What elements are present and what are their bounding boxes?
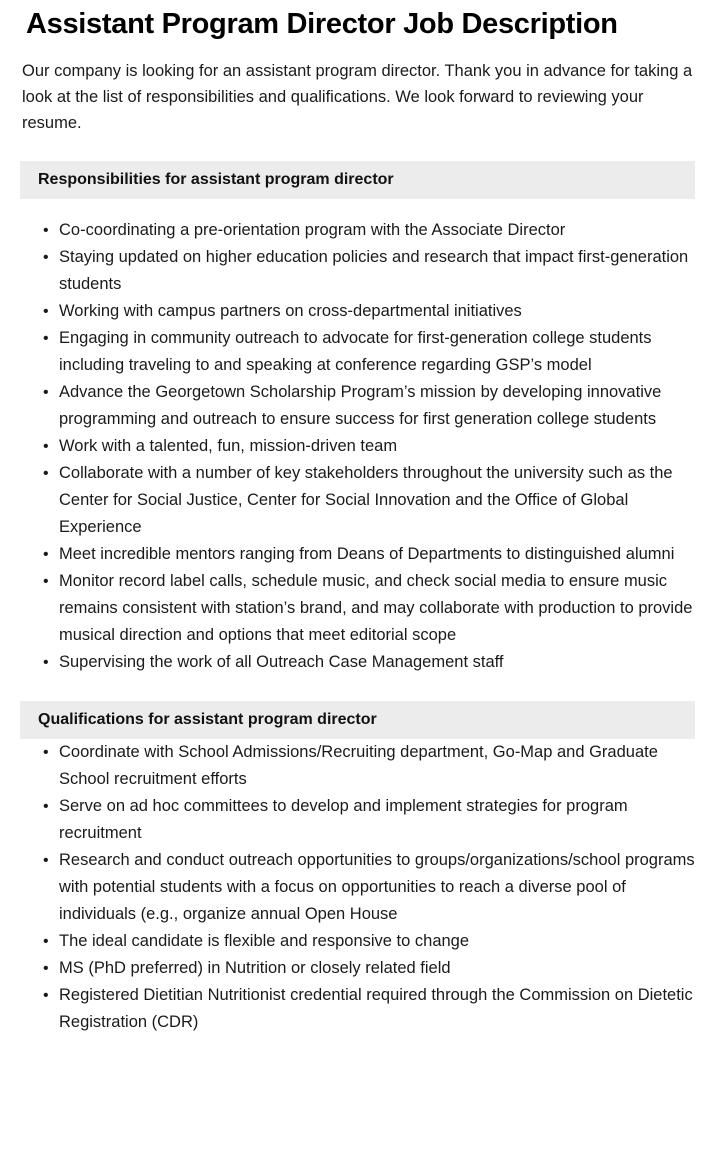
bullet-icon: • xyxy=(43,438,49,455)
section-heading: Responsibilities for assistant program director xyxy=(20,161,695,199)
list-item xyxy=(0,955,720,982)
list-item-text: Work with a talented, fun, mission-driven team xyxy=(59,437,398,455)
list-item xyxy=(0,244,720,298)
list-item xyxy=(0,460,720,541)
list-item-text: Working with campus partners on cross-departmental initiatives xyxy=(59,302,522,320)
intro-paragraph: Our company is looking for an assistant program director. Thank you in advance for taking a look at the list of responsibilities and qualifications. We look forward to reviewing your resume. xyxy=(22,62,693,132)
bullet-icon: • xyxy=(43,933,49,950)
list-item-text: Supervising the work of all Outreach Case Management staff xyxy=(59,653,504,671)
page-title: Assistant Program Director Job Description xyxy=(26,8,618,40)
list-item-text: Staying updated on higher education policies and research that impact first-generation students xyxy=(59,248,689,293)
bullet-icon: • xyxy=(43,330,49,347)
bullet-icon: • xyxy=(43,798,49,815)
list-item-text: MS (PhD preferred) in Nutrition or closely related field xyxy=(59,959,451,977)
list-item-text: Serve on ad hoc committees to develop and implement strategies for program recruitment xyxy=(59,797,628,842)
list-item xyxy=(0,217,720,244)
list-item xyxy=(0,298,720,325)
section xyxy=(0,701,720,1036)
list-item xyxy=(0,433,720,460)
section-heading: Qualifications for assistant program director xyxy=(20,701,695,739)
list-item xyxy=(0,928,720,955)
bullet-icon: • xyxy=(43,249,49,266)
bullet-icon: • xyxy=(43,852,49,869)
bullet-icon: • xyxy=(43,465,49,482)
list-item-text: The ideal candidate is flexible and responsive to change xyxy=(59,932,470,950)
list-item-text: Meet incredible mentors ranging from Deans of Departments to distinguished alumni xyxy=(59,545,675,563)
sections-container xyxy=(0,161,720,1036)
list-item xyxy=(0,793,720,847)
bullet-list xyxy=(0,217,720,676)
list-item-text: Coordinate with School Admissions/Recruiting department, Go-Map and Graduate School recruitment efforts xyxy=(59,743,658,788)
bullet-icon: • xyxy=(43,384,49,401)
list-item-text: Co-coordinating a pre-orientation program with the Associate Director xyxy=(59,221,566,239)
section xyxy=(0,161,720,676)
list-item-text: Engaging in community outreach to advocate for first-generation college students including traveling to and speaking at conference regarding GSP’s model xyxy=(59,329,652,374)
list-item-text: Research and conduct outreach opportunities to groups/organizations/school programs with potential students with a focus on opportunities to reach a diverse pool of individuals (e.g., organize annual Open House xyxy=(59,851,695,923)
list-item xyxy=(0,325,720,379)
bullet-icon: • xyxy=(43,222,49,239)
bullet-icon: • xyxy=(43,654,49,671)
bullet-icon: • xyxy=(43,960,49,977)
list-item xyxy=(0,847,720,928)
list-item-text: Advance the Georgetown Scholarship Program’s mission by developing innovative programming and outreach to ensure success for first generation college students xyxy=(59,383,662,428)
list-item xyxy=(0,379,720,433)
bullet-list xyxy=(0,739,720,1036)
list-item-text: Registered Dietitian Nutritionist credential required through the Commission on Dietetic Registration (CDR) xyxy=(59,986,693,1031)
list-item-text: Monitor record label calls, schedule music, and check social media to ensure music remains consistent with station’s brand, and may collaborate with production to provide musical direction and options that meet editorial scope xyxy=(59,572,693,644)
list-item xyxy=(0,739,720,793)
list-item xyxy=(0,568,720,649)
bullet-icon: • xyxy=(43,987,49,1004)
bullet-icon: • xyxy=(43,546,49,563)
list-item xyxy=(0,982,720,1036)
list-item-text: Collaborate with a number of key stakeholders throughout the university such as the Center for Social Justice, Center for Social Innovation and the Office of Global Experience xyxy=(59,464,673,536)
bullet-icon: • xyxy=(43,744,49,761)
bullet-icon: • xyxy=(43,303,49,320)
bullet-icon: • xyxy=(43,573,49,590)
list-item xyxy=(0,649,720,676)
list-item xyxy=(0,541,720,568)
